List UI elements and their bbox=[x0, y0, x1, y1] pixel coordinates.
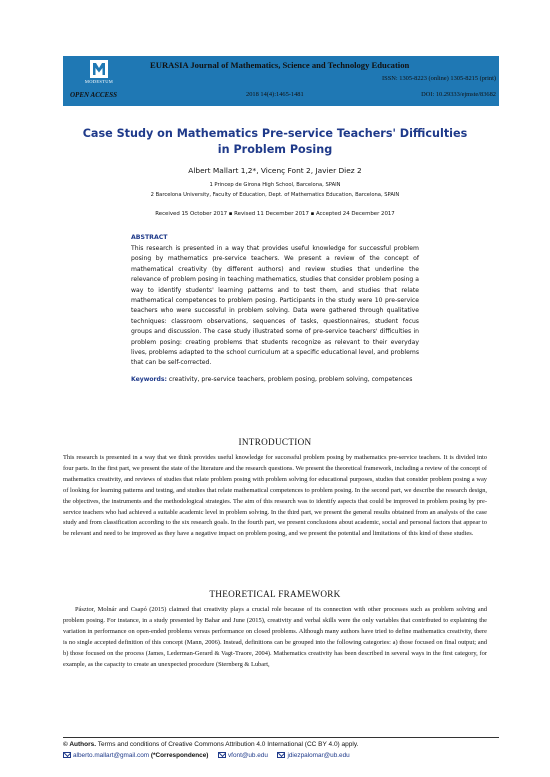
email-link-2[interactable]: vfont@ub.edu bbox=[227, 752, 268, 759]
email-icon bbox=[277, 752, 285, 758]
license-line bbox=[63, 741, 503, 748]
affiliation-1: 1 Princep de Girona High School, Barcelona, SPAIN bbox=[209, 182, 341, 188]
email-link-3[interactable]: jdiezpalomar@ub.edu bbox=[287, 752, 350, 759]
email-icon bbox=[218, 752, 226, 758]
license-authors: © Authors. bbox=[63, 741, 97, 748]
email-icon bbox=[63, 752, 71, 758]
footer-divider bbox=[63, 737, 499, 738]
keywords-text: creativity, pre-service teachers, problem posing, problem solving, competences bbox=[168, 375, 413, 383]
volume-pages: 2018 14(4):1465-1481 bbox=[246, 91, 304, 98]
abstract bbox=[131, 234, 419, 385]
abstract-text: This research is presented in a way that provides useful knowledge for successful problem posing by mathematics pre-service teachers. We present a review of the concept of mathematical creativity (by different authors) and review studies that underline the relevance of problem posing in teaching mathematics, studies that consider problem posing a way to identify students' learning patterns and to test them, and studies that relate mathematical competences to problem posing. Participants in the study were 10 pre-service teachers who were successful in problem solving. Data were gathered through qualitative techniques: classroom observations, sequences of tasks, questionnaires, student focus groups and discussion. The case study illustrated some of pre-service teachers' difficulties in problem posing: creating problems that students recognize as relevant to their everyday lives, problems adapted to the school curriculum at a specific educational level, and problems that can be self-corrected. bbox=[131, 245, 419, 367]
author-list: Albert Mallart 1,2*, Vicenç Font 2, Javier Diez 2 bbox=[188, 166, 362, 175]
journal-name: EURASIA Journal of Mathematics, Science and Technology Education bbox=[150, 60, 410, 70]
affiliation-2: 2 Barcelona University, Faculty of Education, Dept. of Mathematics Education, Barcelona, SPAIN bbox=[150, 192, 400, 198]
submission-dates: Received 15 October 2017 ▪ Revised 11 December 2017 ▪ Accepted 24 December 2017 bbox=[155, 211, 395, 217]
introduction-heading: INTRODUCTION bbox=[238, 437, 312, 447]
open-access-label: OPEN ACCESS bbox=[70, 91, 118, 99]
keywords bbox=[131, 375, 419, 385]
email-link-1[interactable]: alberto.mallart@gmail.com bbox=[73, 752, 150, 759]
issn: ISSN: 1305-8223 (online) 1305-8215 (print) bbox=[382, 75, 496, 82]
publisher-logo-text: MODESTUM bbox=[84, 79, 114, 84]
theoretical-framework-heading: THEORETICAL FRAMEWORK bbox=[209, 589, 341, 599]
contact-line bbox=[63, 752, 503, 759]
keywords-label: Keywords: bbox=[131, 375, 167, 383]
license-text: Terms and conditions of Creative Commons Attribution 4.0 International (CC BY 4.0) apply. bbox=[97, 741, 359, 748]
abstract-heading: ABSTRACT bbox=[131, 234, 168, 241]
theoretical-framework-text: Pásztor, Molnár and Csapó (2015) claimed that creativity plays a crucial role because of its connection with other processes such as problem solving and problem posing. For instance, in a study presented by Bahar and June (2015), creativity and verbal skills were the only variables that contributed to explaining the variation in performance on open-ended problems versus performance on closed problems. Although many authors have tried to define mathematics creativity, there is no single accepted definition of this concept (Mann, 2006). Instead, definitions can be grouped into the following categories: a) those focused on final output; and b) those focused on the process (James, Lederman-Gerard & Vagt-Traore, 2004). Mathematics creativity has been described in several ways in the first category, for example, as the capacity to create an unexpected procedure (Sternberg & Lubart, bbox=[63, 606, 487, 668]
modestum-logo-icon bbox=[90, 60, 108, 78]
introduction-text: This research is presented in a way that we think provides useful knowledge for successful problem posing by mathematics pre-service teachers. It is divided into four parts. In the first part, we present the state of the literature and the research questions. We present the theoretical framework, including a review of the concept of mathematics creativity, and reviews of studies that relate problem posing with problem solving for educational purposes, studies that consider problem posing a way of looking for learning patterns and testing, and studies that relate mathematical competences to problem posing. In the second part, we describe the research design, the objectives, the instruments and the methodological strategies. The aim of this research was to identify aspects that could be improved in problem posing by pre-service teachers who had achieved a suitable academic level in problem solving. In the third part, we present the general results obtained from an analysis of the case study and from classification according to the six research goals. In the fourth part, we present conclusions about academic, social and personal factors that appear to be relevant and need to be improved as they have a negative impact on problem posing, and we present the potential and limitations of this kind of these studies. bbox=[63, 454, 487, 538]
article-title: Case Study on Mathematics Pre-service Teachers' Difficulties in Problem Posing bbox=[82, 127, 468, 156]
correspondence-label: (*Correspondence) bbox=[150, 752, 209, 759]
publisher-logo bbox=[63, 56, 133, 92]
doi[interactable]: DOI: 10.29333/ejmste/83682 bbox=[421, 91, 496, 98]
